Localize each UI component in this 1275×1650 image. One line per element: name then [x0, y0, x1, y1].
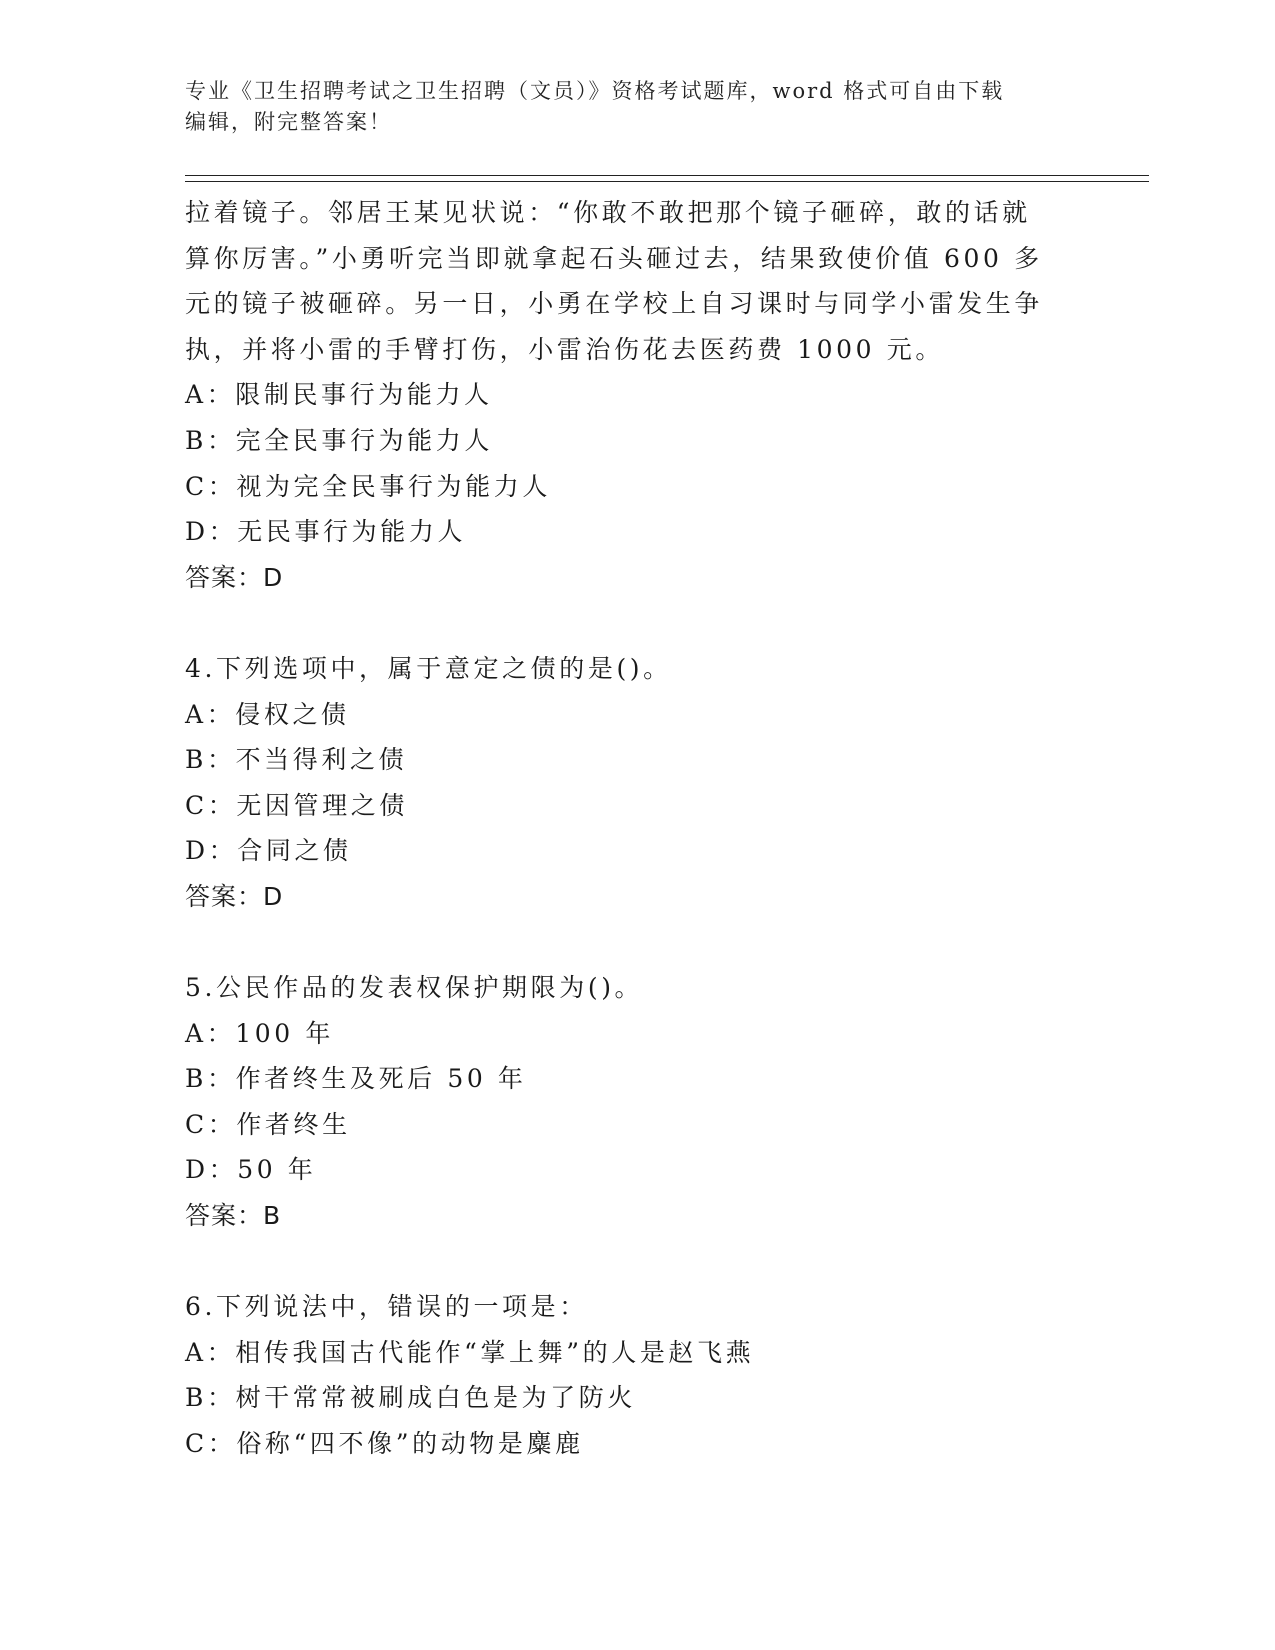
header-divider-bottom: [185, 181, 1149, 182]
question-3-block: [185, 190, 1065, 600]
question-5-option-b: B：作者终生及死后 50 年: [185, 1064, 527, 1094]
question-6-option-c: C：俗称“四不像”的动物是麋鹿: [185, 1429, 584, 1459]
question-4-option-b: B：不当得利之债: [185, 745, 408, 775]
question-4-answer: 答案：D: [185, 881, 284, 911]
question-4-stem: 4.下列选项中，属于意定之债的是()。: [185, 653, 672, 683]
question-3-option-d: D：无民事行为能力人: [185, 517, 467, 547]
question-6-option-b: B：树干常常被刷成白色是为了防火: [185, 1383, 636, 1413]
question-5-stem: 5.公民作品的发表权保护期限为()。: [185, 973, 644, 1003]
question-5-answer: 答案：B: [185, 1201, 282, 1231]
question-3-option-b: B：完全民事行为能力人: [185, 425, 493, 455]
question-5-option-d: D：50 年: [185, 1155, 317, 1185]
question-3-text-line: 算你厉害。”小勇听完当即就拿起石头砸过去，结果致使价值 600 多: [185, 243, 1043, 273]
header-title-line-2: 编辑，附完整答案！: [185, 110, 392, 134]
question-6-stem: 6.下列说法中，错误的一项是：: [185, 1292, 588, 1322]
question-3-answer: 答案：D: [185, 562, 284, 592]
question-5-option-a: A：100 年: [185, 1018, 334, 1048]
document-body: [185, 190, 1065, 1467]
question-6-option-a: A：相传我国古代能作“掌上舞”的人是赵飞燕: [185, 1337, 755, 1367]
question-4-option-a: A：侵权之债: [185, 699, 350, 729]
question-4-block: [185, 646, 1065, 920]
question-3-text-line: 元的镜子被砸碎。另一日，小勇在学校上自习课时与同学小雷发生争: [185, 289, 1044, 319]
spacer: [185, 600, 1065, 646]
question-5-block: [185, 965, 1065, 1239]
question-3-option-c: C：视为完全民事行为能力人: [185, 471, 551, 501]
header-title-line-1: 专业《卫生招聘考试之卫生招聘（文员）》资格考试题库，word 格式可自由下载: [185, 79, 1005, 103]
question-3-option-a: A：限制民事行为能力人: [185, 380, 493, 410]
question-5-option-c: C：作者终生: [185, 1109, 351, 1139]
document-header: [185, 76, 1085, 138]
question-3-text-line: 执，并将小雷的手臂打伤，小雷治伤花去医药费 1000 元。: [185, 334, 944, 364]
question-3-text-line: 拉着镜子。邻居王某见状说：“你敢不敢把那个镜子砸碎，敢的话就: [185, 198, 1031, 227]
question-4-option-c: C：无因管理之债: [185, 790, 408, 820]
spacer: [185, 920, 1065, 966]
spacer: [185, 1239, 1065, 1285]
question-4-option-d: D：合同之债: [185, 836, 352, 866]
question-6-block: [185, 1284, 1065, 1466]
header-divider-top: [185, 175, 1149, 176]
